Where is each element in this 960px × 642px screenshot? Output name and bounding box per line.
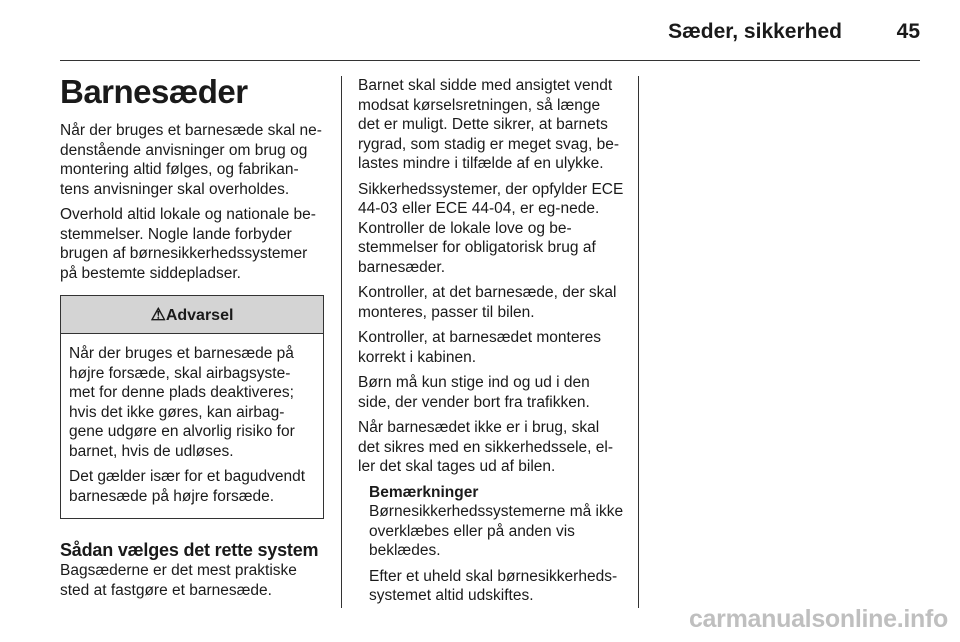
- note-block: [369, 483, 624, 606]
- middle-column: [358, 76, 624, 612]
- warning-box: [60, 295, 324, 519]
- note-title: Bemærkninger: [369, 483, 479, 501]
- watermark: carmanualsonline.info: [688, 605, 948, 633]
- note-paragraph: Børnesikkerhedssystemerne må ikke overklæbes eller på anden vis beklædes.: [369, 503, 624, 559]
- header-rule: [60, 60, 920, 61]
- page-number: 45: [896, 20, 920, 43]
- warning-header: [61, 296, 323, 334]
- middle-paragraph: Kontroller, at barnesædet monteres korrekt i kabinen.: [358, 329, 601, 366]
- middle-paragraph: Kontroller, at det barnesæde, der skal monteres, passer til bilen.: [358, 284, 617, 321]
- section-title: Barnesæder: [60, 73, 248, 110]
- warning-paragraph: Når der bruges et barnesæde på højre forsæde, skal airbagsyste-met for denne plads deaktiveres; hvis det ikke gøres, kan airbag-gene udgøre en alvorlig risiko for barnet, hvis de udløses.: [69, 345, 295, 460]
- warning-paragraph: Det gælder især for et bagudvendt barnesæde på højre forsæde.: [69, 468, 306, 505]
- middle-paragraph: Børn må kun stige ind og ud i den side, der vender bort fra trafikken.: [358, 374, 590, 411]
- warning-triangle-icon: ⚠: [150, 305, 166, 324]
- warning-title: Advarsel: [165, 307, 234, 324]
- section-paragraph: Overhold altid lokale og nationale be-stemmelser. Nogle lande forbyder brugen af børnesikkerhedssystemer på bestemte siddepladser.: [60, 206, 316, 282]
- note-paragraph: Efter et uheld skal børnesikkerheds-systemet altid udskiftes.: [369, 567, 618, 604]
- warning-body: [61, 334, 323, 518]
- subsection-paragraph: Bagsæderne er det mest praktiske sted at fastgøre et barnesæde.: [60, 562, 297, 599]
- section-paragraph: Når der bruges et barnesæde skal ne-denstående anvisninger om brug og montering altid følges, og fabrikan-tens anvisninger skal overholdes.: [60, 122, 322, 198]
- middle-paragraph: Når barnesædet ikke er i brug, skal det sikres med en sikkerhedssele, el-ler det skal tages ud af bilen.: [358, 419, 614, 475]
- left-column: [60, 72, 324, 606]
- header-title: Sæder, sikkerhed: [668, 20, 842, 43]
- column-divider-2: [638, 76, 639, 608]
- page-header: [60, 16, 920, 60]
- middle-paragraph: Barnet skal sidde med ansigtet vendt modsat kørselsretningen, så længe det er muligt. Dette sikrer, at barnets rygrad, som stadig er meget svag, be-lastes mindre i tilfælde af en ulykke.: [358, 77, 620, 172]
- subsection-title: Sådan vælges det rette system: [60, 540, 319, 560]
- middle-paragraph: Sikkerhedssystemer, der opfylder ECE 44-03 eller ECE 44-04, er eg-nede. Kontroller de lokale love og be-stemmelser for obligatorisk brug af barnesæder.: [358, 180, 624, 276]
- column-divider-1: [341, 76, 342, 608]
